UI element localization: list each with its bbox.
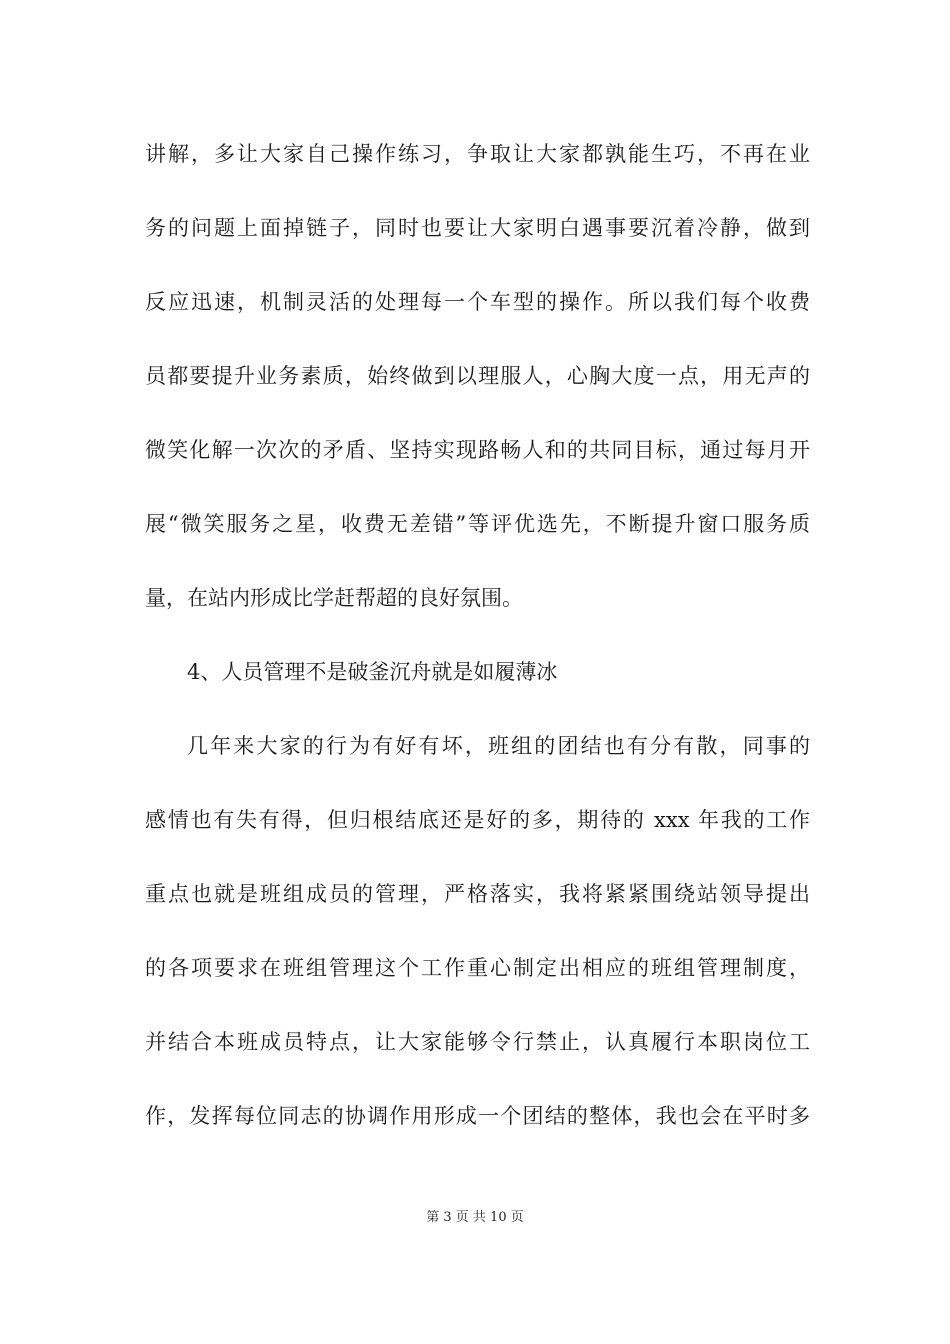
page-number-footer: 第 3 页 共 10 页 — [426, 1210, 524, 1225]
paragraph-line-12: 的各项要求在班组管理这个工作重心制定出相应的班组管理制度， — [145, 956, 810, 980]
paragraph-line-4: 员都要提升业务素质，始终做到以理服人，心胸大度一点，用无声的 — [145, 364, 810, 388]
paragraph-line-6: 展“微笑服务之星，收费无差错”等评优选先，不断提升窗口服务质 — [145, 512, 810, 536]
paragraph-line-1: 讲解，多让大家自己操作练习，争取让大家都孰能生巧，不再在业 — [145, 142, 810, 166]
paragraph-line-2: 务的问题上面掉链子，同时也要让大家明白遇事要沉着冷静，做到 — [145, 216, 810, 240]
paragraph-line-13: 并结合本班成员特点，让大家能够令行禁止，认真履行本职岗位工 — [145, 1030, 810, 1054]
paragraph-line-3: 反应迅速，机制灵活的处理每一个车型的操作。所以我们每个收费 — [145, 290, 810, 314]
paragraph-line-14: 作，发挥每位同志的协调作用形成一个团结的整体，我也会在平时多 — [145, 1104, 810, 1128]
paragraph-line-11: 重点也就是班组成员的管理，严格落实，我将紧紧围绕站领导提出 — [145, 882, 810, 906]
paragraph-line-9: 几年来大家的行为有好有坏，班组的团结也有分有散，同事的 — [187, 734, 810, 758]
section-heading: 4、人员管理不是破釜沉舟就是如履薄冰 — [187, 660, 558, 684]
paragraph-line-7: 量，在站内形成比学赶帮超的良好氛围。 — [145, 586, 523, 610]
paragraph-line-5: 微笑化解一次次的矛盾、坚持实现路畅人和的共同目标，通过每月开 — [145, 438, 810, 462]
paragraph-line-10: 感情也有失有得，但归根结底还是好的多，期待的 xxx 年我的工作 — [145, 808, 810, 832]
